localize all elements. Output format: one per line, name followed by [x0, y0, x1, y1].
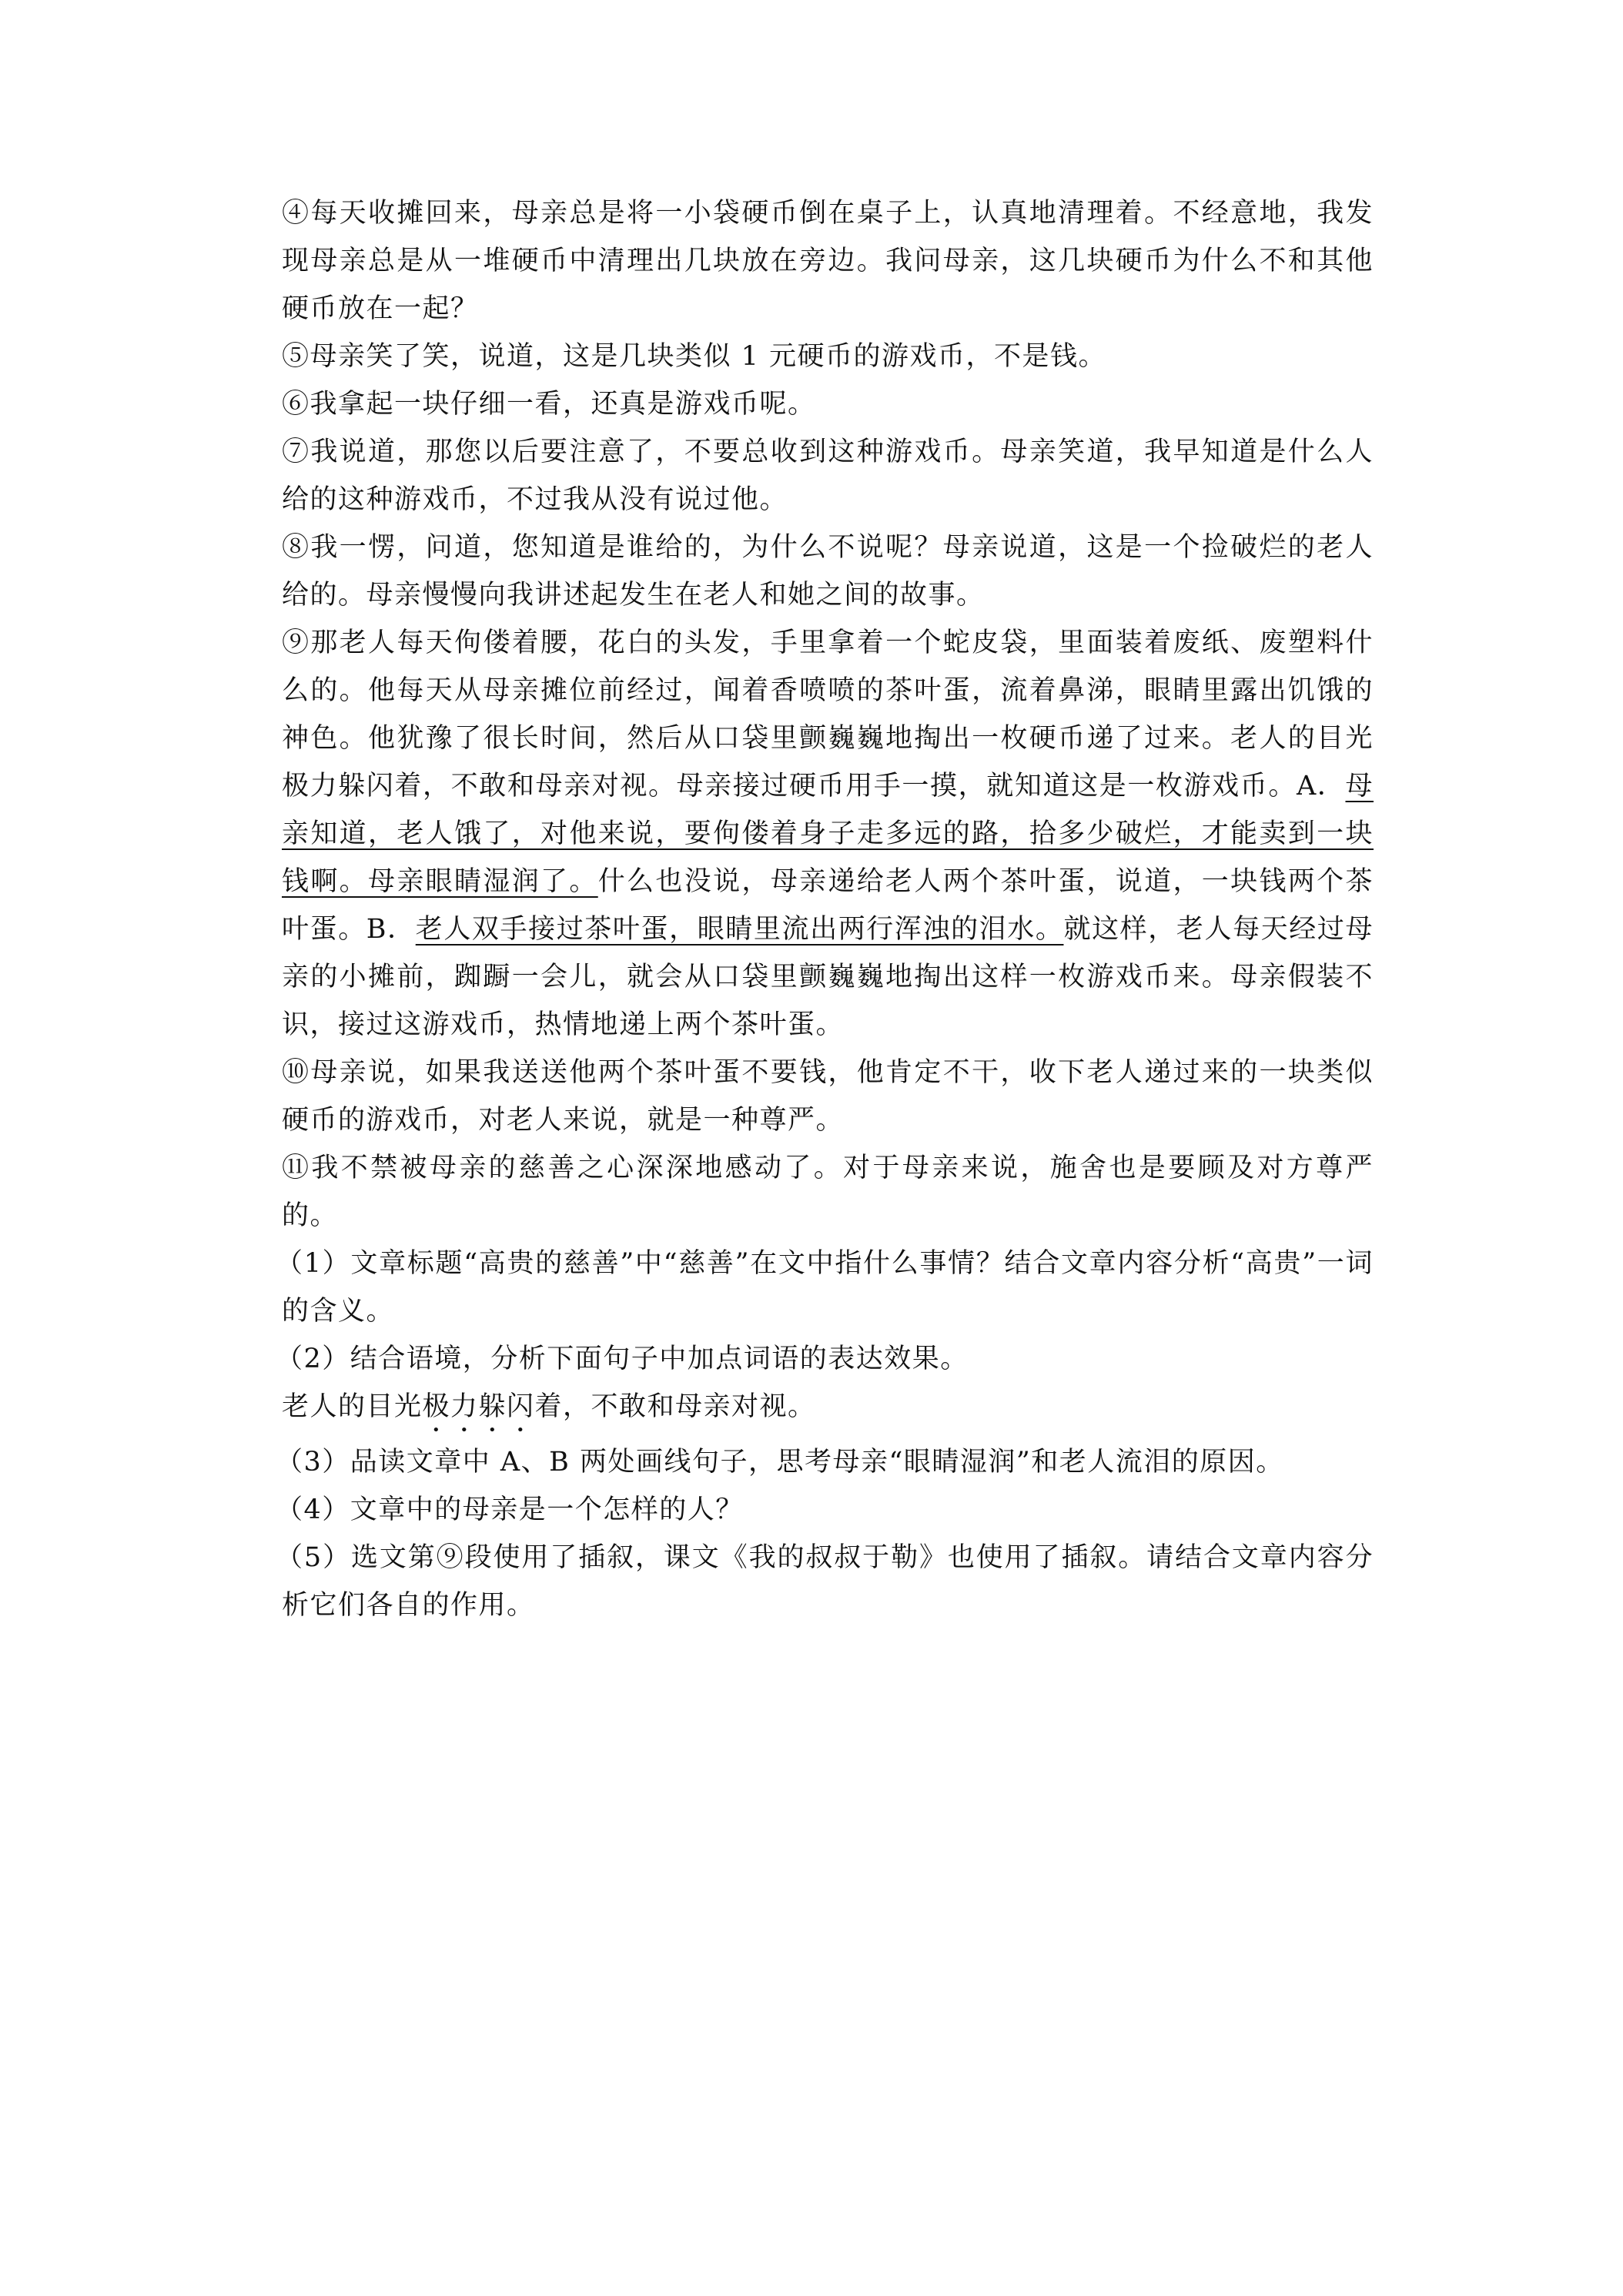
question-2: （2）结合语境，分析下面句子中加点词语的表达效果。 — [276, 1344, 969, 1374]
paragraph-5: ⑤母亲笑了笑，说道，这是几块类似 1 元硬币的游戏币，不是钱。 — [282, 341, 1107, 372]
paragraph-9 — [282, 619, 1374, 1049]
question-1: （1）文章标题“高贵的慈善”中“慈善”在文中指什么事情？结合文章内容分析“高贵”一词的含义。 — [276, 1248, 1374, 1327]
document-page — [276, 189, 1374, 1629]
question-5: （5）选文第⑨段使用了插叙，课文《我的叔叔于勒》也使用了插叙。请结合文章内容分析它们各自的作用。 — [276, 1542, 1374, 1621]
paragraph-11: ⑪我不禁被母亲的慈善之心深深地感动了。对于母亲来说，施舍也是要顾及对方尊严的。 — [282, 1153, 1374, 1231]
question-4: （4）文章中的母亲是一个怎样的人？ — [276, 1494, 744, 1525]
question-3: （3）品读文章中 A、B 两处画线句子，思考母亲“眼睛湿润”和老人流泪的原因。 — [276, 1447, 1284, 1478]
paragraph-10: ⑩母亲说，如果我送送他两个茶叶蛋不要钱，他肯定不干，收下老人递过来的一块类似硬币的游戏币，对老人来说，就是一种尊严。 — [282, 1057, 1374, 1136]
sentence-pre: 老人的目光 — [282, 1391, 423, 1422]
underlined-sentence-a: 母亲知道，老人饿了，对他来说，要佝偻着身子走多远的路，拾多少破烂，才能卖到一块钱啊。母亲眼睛湿润了。 — [282, 771, 1374, 897]
paragraph-9-part1: ⑨那老人每天佝偻着腰，花白的头发，手里拿着一个蛇皮袋，里面装着废纸、废塑料什么的。他每天从母亲摊位前经过，闻着香喷喷的茶叶蛋，流着鼻涕，眼睛里露出饥饿的神色。他犹豫了很长时间，然后从口袋里颤巍巍地掏出一枚硬币递了过来。老人的目光极力躲闪着，不敢和母亲对视。母亲接过硬币用手一摸，就知道这是一枚游戏币。A． — [282, 628, 1374, 802]
paragraph-9-part2: 什么也没说，母亲递给老人两个茶叶蛋，说道，一块钱两个茶叶蛋。B． — [282, 866, 1374, 945]
paragraph-4: ④每天收摊回来，母亲总是将一小袋硬币倒在桌子上，认真地清理着。不经意地，我发现母亲总是从一堆硬币中清理出几块放在旁边。我问母亲，这几块硬币为什么不和其他硬币放在一起？ — [282, 198, 1374, 324]
paragraph-8: ⑧我一愣，问道，您知道是谁给的，为什么不说呢？母亲说道，这是一个捡破烂的老人给的。母亲慢慢向我讲述起发生在老人和她之间的故事。 — [282, 532, 1374, 611]
paragraph-9-part3: 就这样，老人每天经过母亲的小摊前，踟蹰一会儿，就会从口袋里颤巍巍地掏出这样一枚游戏币来。母亲假装不识，接过这游戏币，热情地递上两个茶叶蛋。 — [282, 914, 1374, 1040]
sentence-post: 着，不敢和母亲对视。 — [534, 1391, 816, 1422]
paragraph-7: ⑦我说道，那您以后要注意了，不要总收到这种游戏币。母亲笑道，我早知道是什么人给的这种游戏币，不过我从没有说过他。 — [282, 437, 1374, 515]
question-2-sentence — [282, 1383, 1374, 1438]
underlined-sentence-b: 老人双手接过茶叶蛋，眼睛里流出两行浑浊的泪水。 — [415, 914, 1064, 945]
dotted-phrase: 极力躲闪 — [422, 1391, 535, 1422]
paragraph-6: ⑥我拿起一块仔细一看，还真是游戏币呢。 — [282, 389, 816, 420]
